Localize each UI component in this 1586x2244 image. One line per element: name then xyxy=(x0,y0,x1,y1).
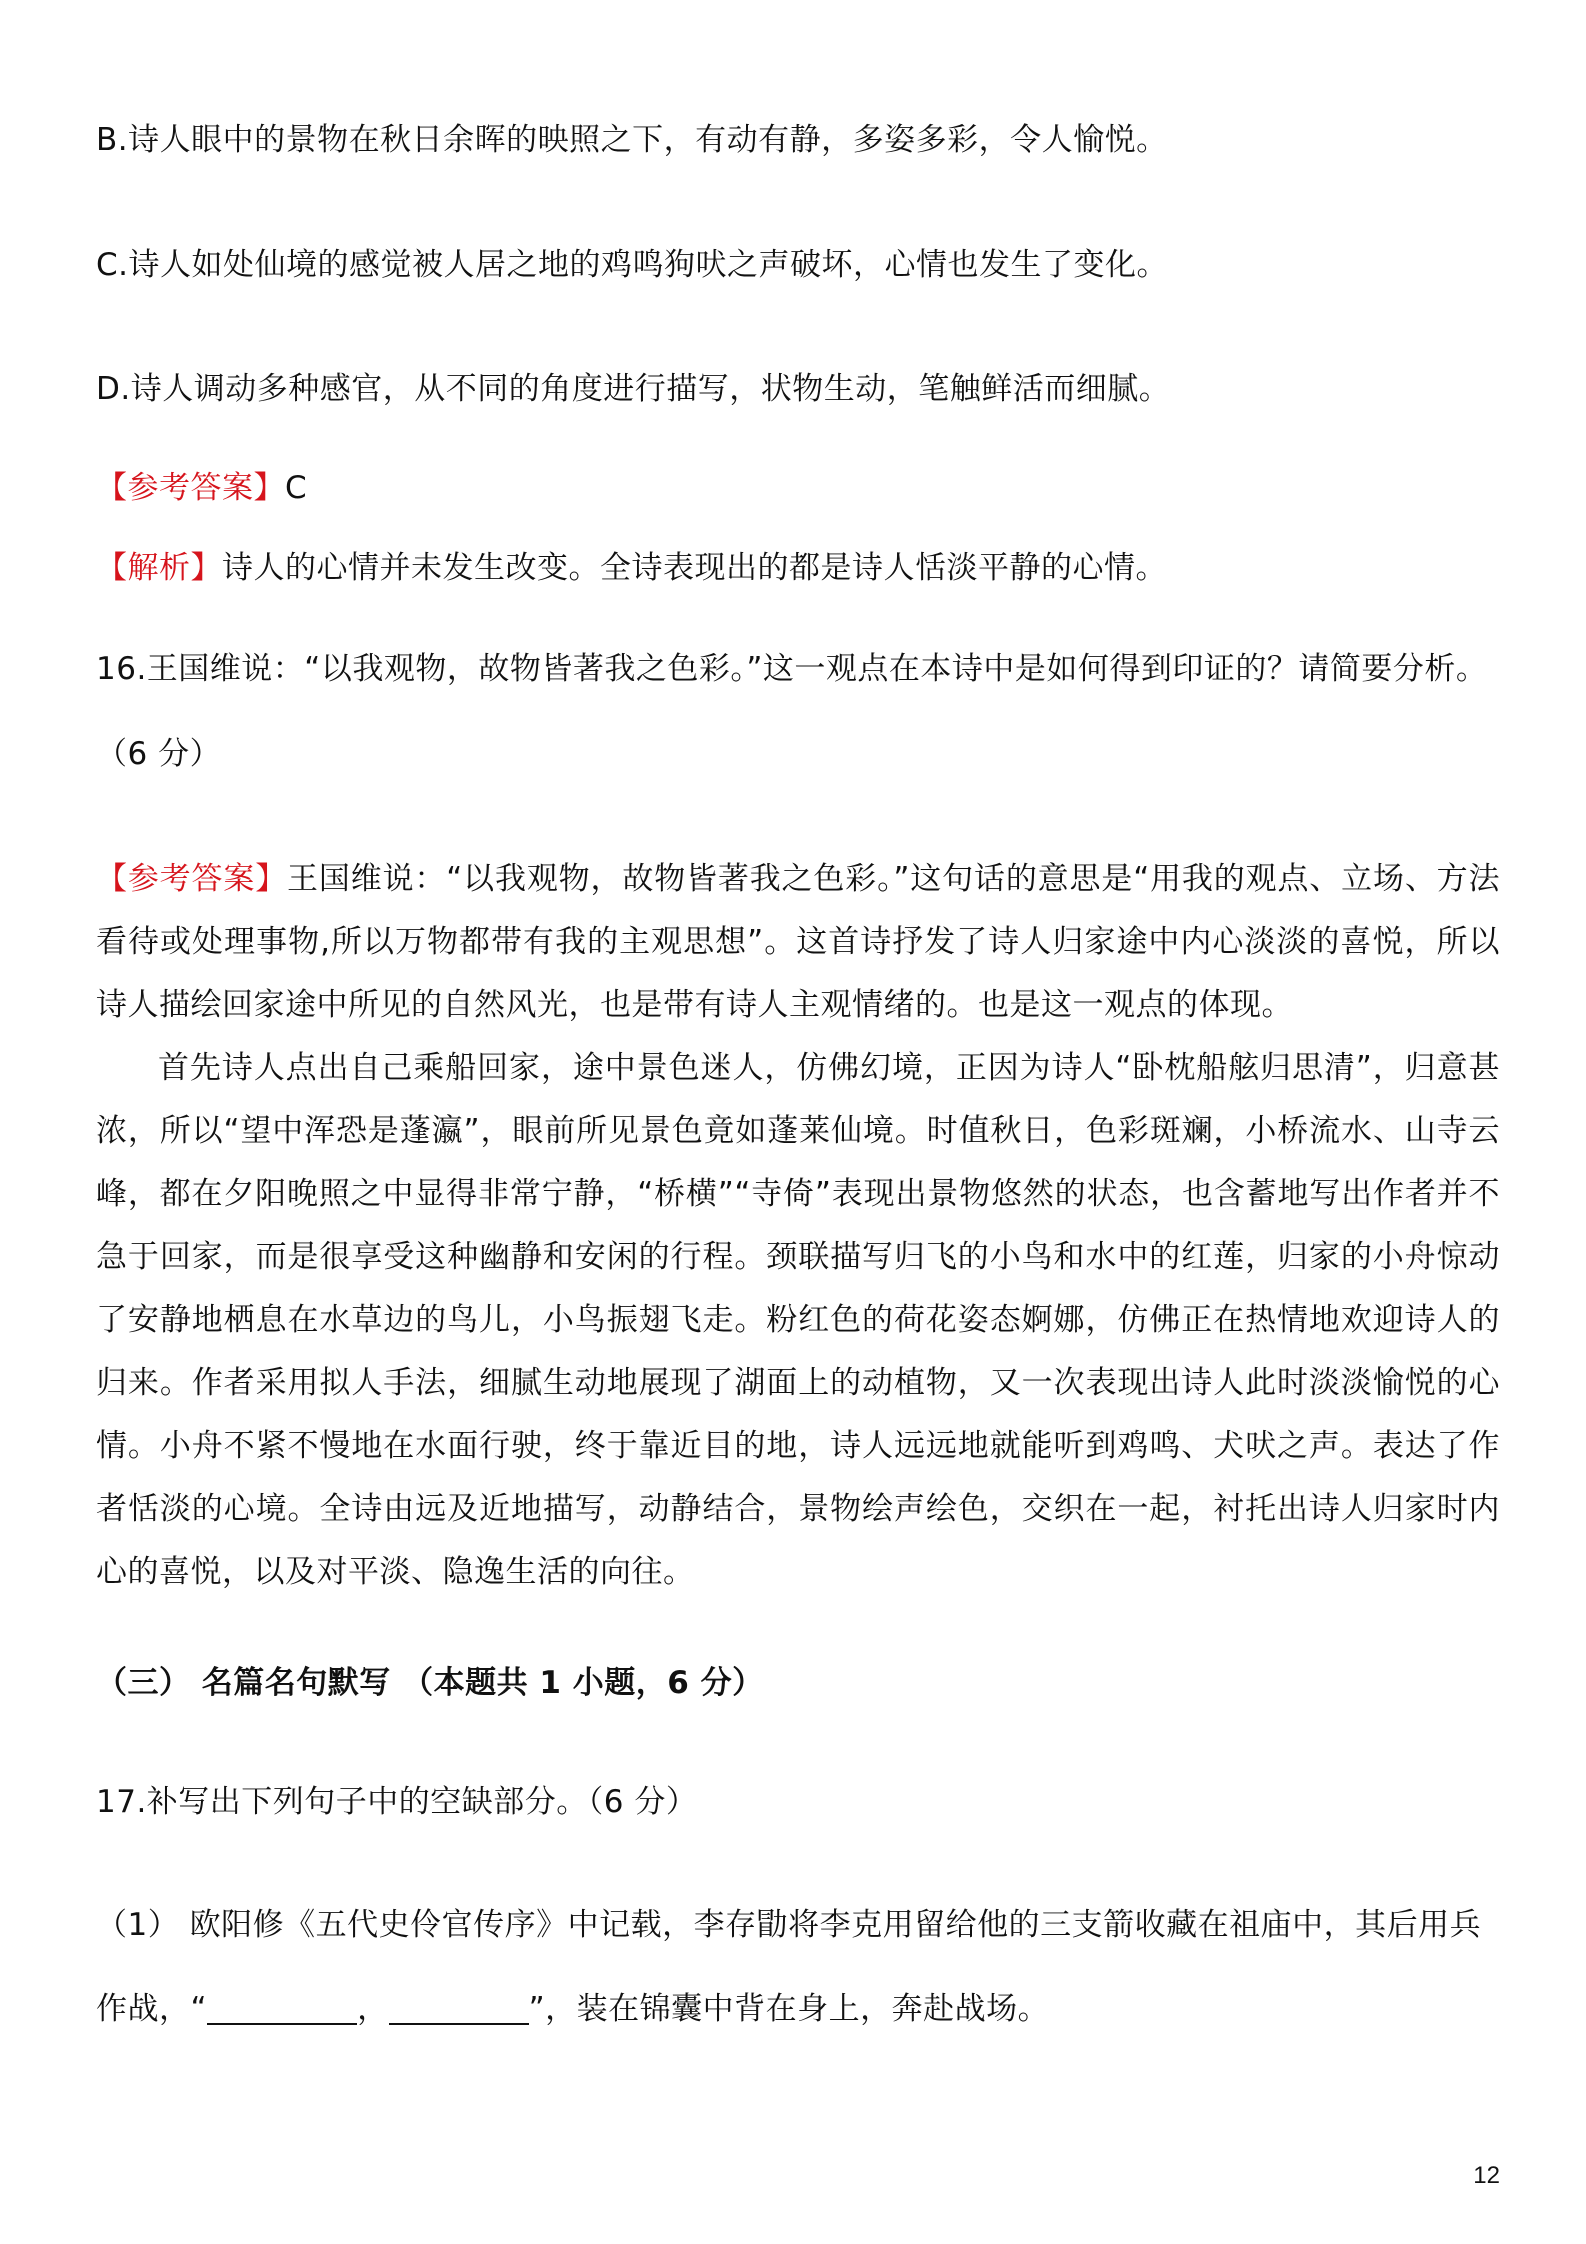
q15-answer xyxy=(96,468,307,508)
q16-question: 16.王国维说：“以我观物，故物皆著我之色彩。”这一观点在本诗中是如何得到印证的？请简要分析。 xyxy=(96,651,1488,687)
answer-value: C xyxy=(285,470,308,506)
q15-analysis xyxy=(96,548,1167,588)
item-separator: ， xyxy=(357,1991,389,2027)
answer-label: 【参考答案】 xyxy=(96,470,285,506)
q16-answer-paragraph-2: 首先诗人点出自己乘船回家，途中景色迷人，仿佛幻境，正因为诗人“卧枕船舷归思清”，归意甚浓，所以“望中浑恐是蓬瀛”，眼前所见景色竟如蓬莱仙境。时值秋日，色彩斑斓，小桥流水、山寺云峰，都在夕阳晚照之中显得非常宁静，“桥横”“寺倚”表现出景物悠然的状态，也含蓄地写出作者并不急于回家，而是很享受这种幽静和安闲的行程。颈联描写归飞的小鸟和水中的红莲，归家的小舟惊动了安静地栖息在水草边的鸟儿，小鸟振翅飞走。粉红色的荷花姿态婀娜，仿佛正在热情地欢迎诗人的归来。作者采用拟人手法，细腻生动地展现了湖面上的动植物，又一次表现出诗人此时淡淡愉悦的心情。小舟不紧不慢地在水面行驶，终于靠近目的地，诗人远远地就能听到鸡鸣、犬吠之声。表达了作者恬淡的心境。全诗由远及近地描写，动静结合，景物绘声绘色，交织在一起，衬托出诗人归家时内心的喜悦，以及对平淡、隐逸生活的向往。 xyxy=(96,1050,1500,1590)
q17-item-1-line-2 xyxy=(96,1989,1049,2029)
fill-blank-2[interactable] xyxy=(389,1993,529,2025)
fill-blank-1[interactable] xyxy=(207,1993,357,2025)
analysis-label: 【解析】 xyxy=(96,550,222,586)
q17-item-1-line-1: （1） 欧阳修《五代史伶官传序》中记载，李存勖将李克用留给他的三支箭收藏在祖庙中，其后用兵 xyxy=(96,1907,1482,1943)
item-prefix: 作战，“ xyxy=(96,1991,208,2027)
q17-question: 17.补写出下列句子中的空缺部分。（6 分） xyxy=(96,1784,698,1820)
section-heading: （三） 名篇名句默写 （本题共 1 小题，6 分） xyxy=(96,1665,764,1701)
item-suffix: ”，装在锦囊中背在身上，奔赴战场。 xyxy=(528,1991,1050,2027)
analysis-text: 诗人的心情并未发生改变。全诗表现出的都是诗人恬淡平静的心情。 xyxy=(222,550,1167,586)
q16-answer-paragraph-1 xyxy=(96,848,1500,1037)
answer-text: 王国维说：“以我观物，故物皆著我之色彩。”这句话的意思是“用我的观点、立场、方法看待或处理事物,所以万物都带有我的主观思想”。这首诗抒发了诗人归家途中内心淡淡的喜悦，所以诗人描绘回家途中所见的自然风光，也是带有诗人主观情绪的。也是这一观点的体现。 xyxy=(96,861,1500,1023)
option-d: D.诗人调动多种感官，从不同的角度进行描写，状物生动，笔触鲜活而细腻。 xyxy=(96,371,1171,407)
answer-label: 【参考答案】 xyxy=(96,861,288,897)
q16-points: （6 分） xyxy=(96,736,222,772)
option-b: B.诗人眼中的景物在秋日余晖的映照之下，有动有静，多姿多彩，令人愉悦。 xyxy=(96,122,1168,158)
option-c: C.诗人如处仙境的感觉被人居之地的鸡鸣狗吠之声破坏，心情也发生了变化。 xyxy=(96,247,1168,283)
page-number: 12 xyxy=(1473,2162,1500,2189)
